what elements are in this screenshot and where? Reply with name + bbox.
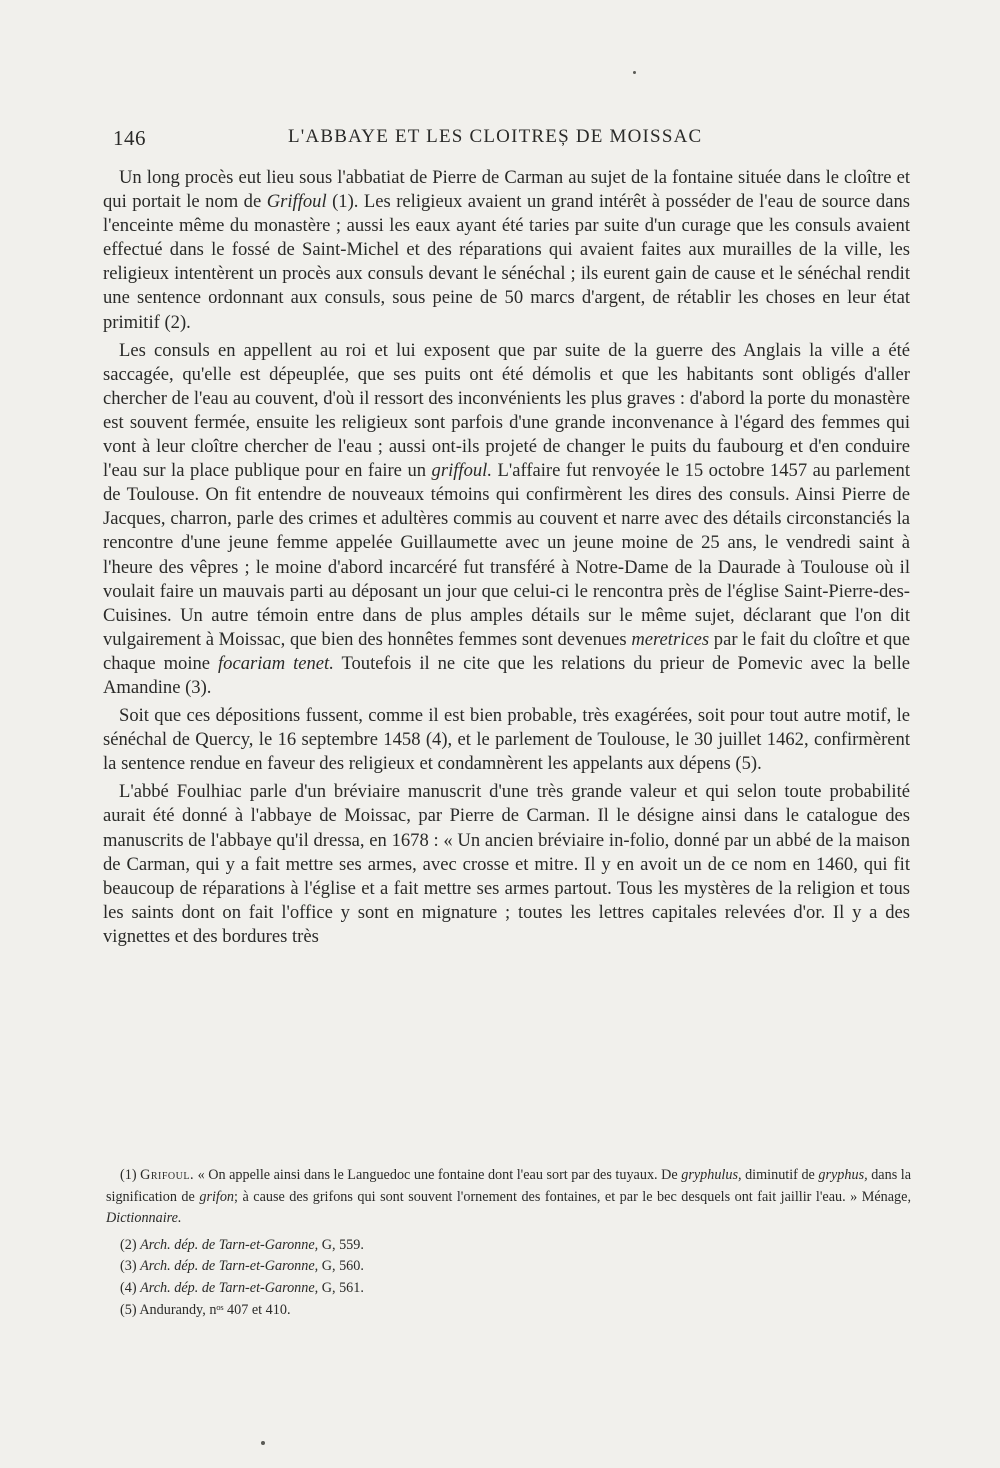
italic-term: focariam tenet. [218,652,334,674]
page-number: 146 [113,126,146,150]
footnote-4: (4) Arch. dép. de Tarn-et-Garonne, G, 561. [120,1279,364,1296]
ink-speck [633,71,636,74]
italic-term: Griffoul [266,191,327,213]
footnote-5: (5) Andurandy, nᵒˢ 407 et 410. [120,1301,291,1318]
paragraph-4: L'abbé Foulhiac parle d'un bréviaire manuscrit d'une très grande valeur et qui selon toute probabilité aurait été donné à l'abbaye de Moissac, par Pierre de Carman. Il le désigne ainsi dans le catalogue des manuscrits de l'abbaye qu'il dressa, en 1678 : « Un ancien bréviaire in-folio, donné par un abbé de la maison de Carman, qui y a fait mettre ses armes, avec crosse et mitre. Il y en avoit un de ce nom en 1460, qui fit beaucoup de réparations à l'église et a fait mettre ses armes partout. Tous les mystères de la religion et tous les saints dont on fait l'office y sont en mignature ; toutes les lettres capitales relevées d'or. Il y a des vignettes et des bordures très [103,781,910,947]
footnote-headword: Grifoul. [140,1167,195,1183]
footnote-1: (1) Grifoul. « On appelle ainsi dans le Languedoc une fontaine dont l'eau sort par des tuyaux. De gryphulus, diminutif de gryphus, dans la signification de grifon; à cause des grifons qui sont souvent l'ornement des fontaines, et par le bec desquels ont fait jaillir l'eau. » Ménage, Dictionnaire. [106,1167,912,1227]
paragraph-1: Un long procès eut lieu sous l'abbatiat de Pierre de Carman au sujet de la fontaine située dans le cloître et qui portait le nom de Griffoul (1). Les religieux avaient un grand intérêt à posséder de l'eau de source dans l'enceinte même du monastère ; aussi les eaux ayant été taries par suite d'un curage que les consuls avaient effectué dans le fossé de Saint-Michel et des réparations qui avaient faites aux murailles de la ville, les religieux intentèrent un procès aux consuls devant le sénéchal ; ils eurent gain de cause et le sénéchal rendit une sentence ordonnant aux consuls, sous peine de 50 marcs d'argent, de rétablir les choses en leur état primitif (2). [103,167,910,333]
footnotes [106,1165,911,1321]
page-header [113,126,910,156]
footnote-3: (3) Arch. dép. de Tarn-et-Garonne, G, 560. [120,1258,364,1275]
footnote-2: (2) Arch. dép. de Tarn-et-Garonne, G, 559. [120,1236,364,1253]
paragraph-2: Les consuls en appellent au roi et lui exposent que par suite de la guerre des Anglais la ville a été saccagée, qu'elle est dépeuplée, que ses puits ont été démolis et que les habitants sont obligés d'aller chercher de l'eau au couvent, d'où il ressort des inconvénients les plus graves : d'abord la porte du monastère est souvent fermée, ensuite les religieux sont parfois d'une grande inconvenance à l'égard des femmes qui vont à leur cloître chercher de l'eau ; aussi ont-ils projeté de changer le puits du faubourg et d'en conduire l'eau sur la place publique pour en faire un griffoul. L'affaire fut renvoyée le 15 octobre 1457 au parlement de Toulouse. On fit entendre de nouveaux témoins qui confirmèrent les dires des consuls. Ainsi Pierre de Jacques, charron, parle des crimes et adultères commis au couvent et narre avec des détails circonstanciés la rencontre d'une jeune femme appelée Guillaumette avec un jeune moine de 25 ans, le vendredi saint à l'heure des vêpres ; le moine d'abord incarcéré fut transféré à Notre-Dame de la Daurade à Toulouse où il voulait faire un mauvais parti au déposant un jour que celui-ci le rencontra près de l'église Saint-Pierre-des-Cuisines. Un autre témoin entre dans de plus amples détails sur le même sujet, déclarant que l'on dit vulgairement à Moissac, que bien des honnêtes femmes sont devenues meretrices par le fait du cloître et que chaque moine focariam tenet. Toutefois il ne cite que les relations du prieur de Pomevic avec la belle Amandine (3). [103,339,911,698]
ink-speck [261,1441,265,1445]
body-text [103,166,910,953]
italic-term: meretrices [631,628,710,650]
paragraph-3: Soit que ces dépositions fussent, comme il est bien probable, très exagérées, soit pour tout autre motif, le sénéchal de Quercy, le 16 septembre 1458 (4), et le parlement de Toulouse, le 30 juillet 1462, confirmèrent la sentence rendue en faveur des religieux et condamnèrent les appelants aux dépens (5). [103,705,910,775]
running-title: L'ABBAYE ET LES CLOITREȘ DE MOISSAC [288,126,703,147]
italic-term: griffoul. [431,460,492,482]
